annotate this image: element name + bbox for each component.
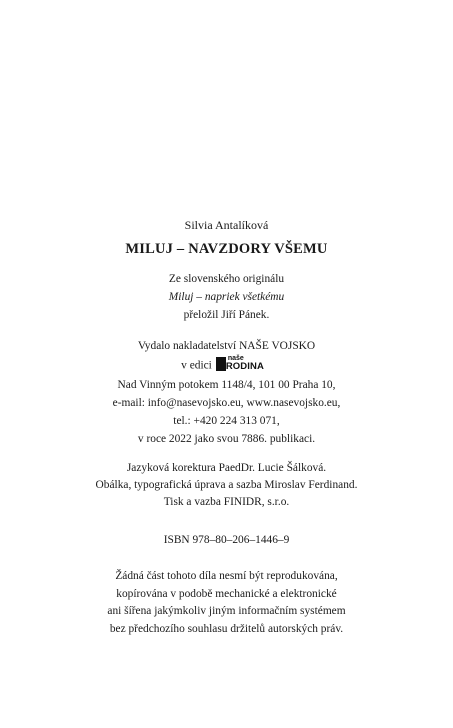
publisher-contact: e-mail: info@nasevojsko.eu, www.nasevojsko.eu, [112, 397, 341, 409]
logo-mark [216, 357, 226, 371]
book-title: MILUJ – NAVZDORY VŠEMU [125, 241, 328, 257]
publication-year: v roce 2022 jako svou 7886. publikaci. [137, 433, 316, 445]
translation-line-1: Ze slovenského originálu [168, 273, 285, 285]
translator-line: přeložil Jiří Pánek. [183, 309, 270, 321]
nase-rodina-logo [216, 356, 272, 372]
credits-cover: Obálka, typografická úprava a sazba Miroslav Ferdinand. [95, 479, 358, 491]
logo-big-text: RODINA [225, 361, 264, 372]
publisher-phone: tel.: +420 224 313 071, [173, 415, 280, 427]
publisher-address: Nad Vinným potokem 1148/4, 101 00 Praha 10, [117, 379, 336, 391]
logo-small-text: naše [227, 355, 244, 362]
edition-prefix: v edici [181, 359, 212, 372]
rights-line-1: Žádná část tohoto díla nesmí být reprodukována, [115, 570, 338, 582]
rights-line-4: bez předchozího souhlasu držitelů autorských práv. [109, 623, 344, 635]
rights-line-2: kopírována v podobě mechanické a elektronické [116, 588, 337, 600]
isbn: ISBN 978–80–206–1446–9 [163, 534, 290, 546]
author-name: Silvia Antalíková [184, 218, 269, 232]
rights-line-3: ani šířena jakýmkoliv jiným informačním systémem [107, 605, 346, 617]
original-title: Miluj – napriek všetkému [168, 291, 285, 303]
credits-print: Tisk a vazba FINIDR, s.r.o. [163, 496, 290, 508]
credits-proofreading: Jazyková korektura PaedDr. Lucie Šálková. [126, 462, 327, 474]
edition-line [0, 355, 453, 374]
publisher-line: Vydalo nakladatelství NAŠE VOJSKO [137, 340, 316, 352]
